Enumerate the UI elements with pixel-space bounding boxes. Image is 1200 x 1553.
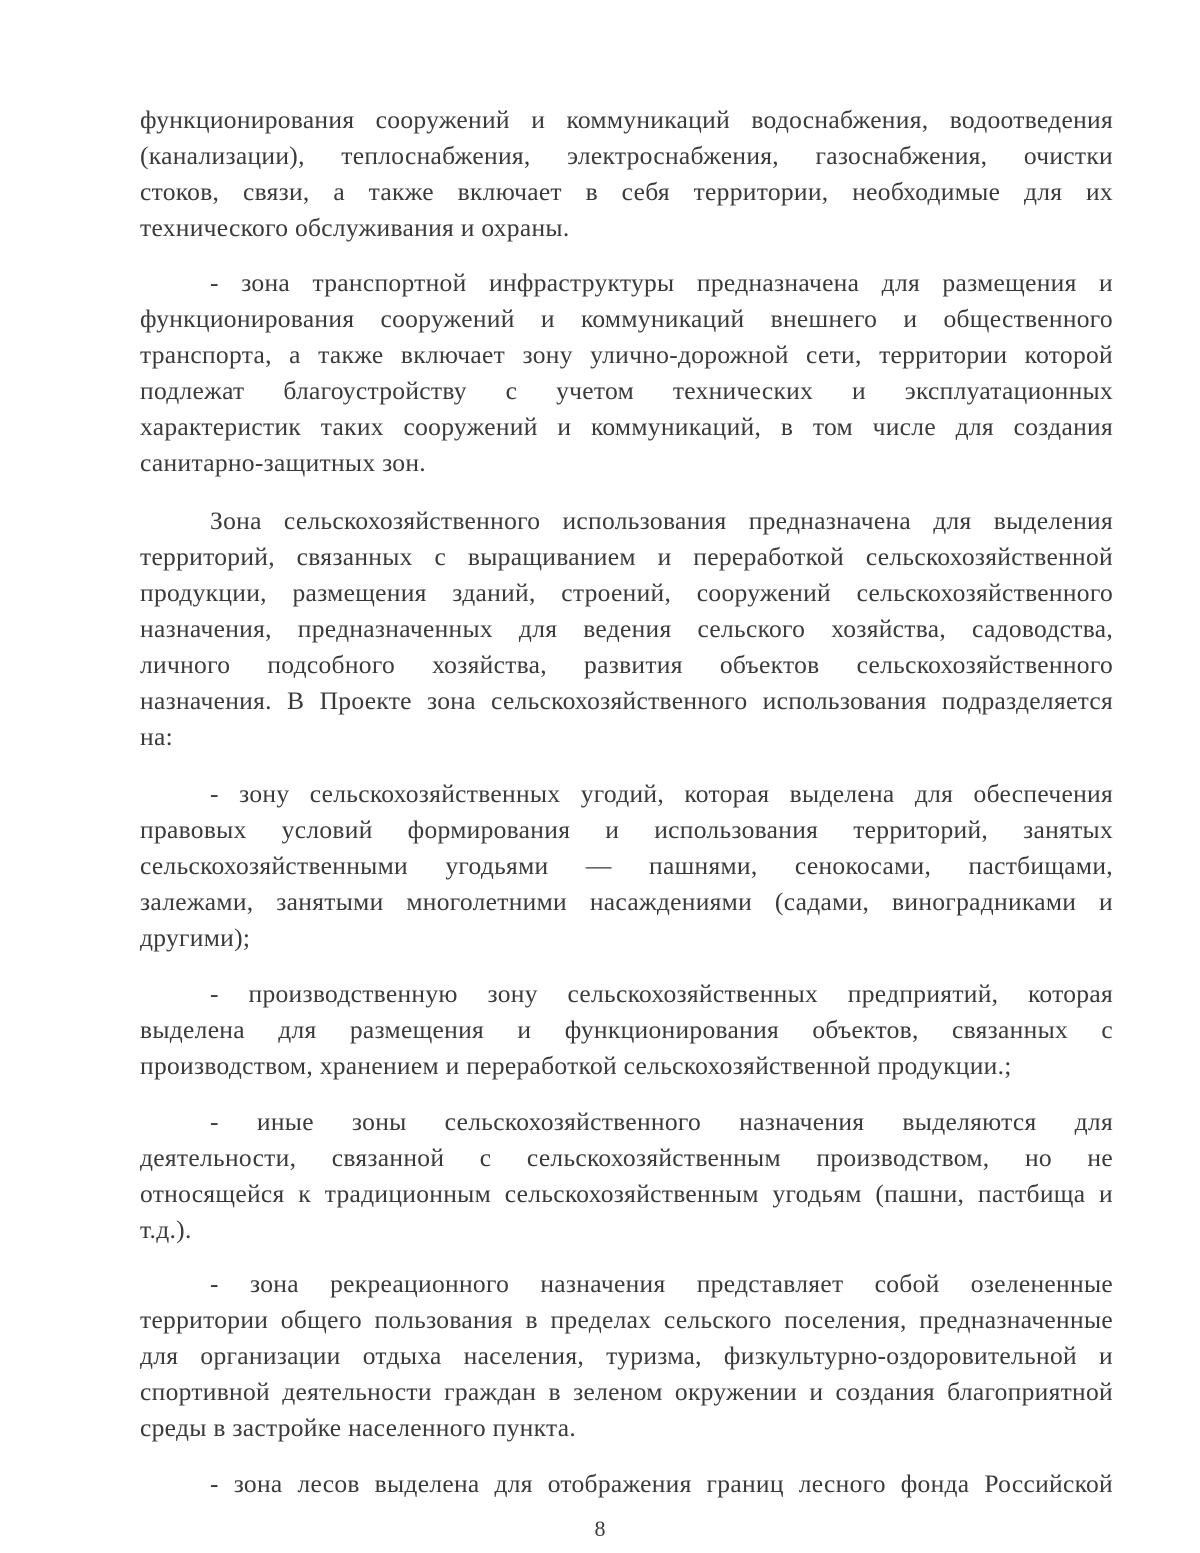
text-line: т.д.). — [140, 1215, 192, 1244]
text-line: территории общего пользования в пределах сельского поселения, предназначенные — [140, 1305, 1113, 1334]
paragraph-transport-zone — [140, 265, 1113, 481]
text-line: продукции, размещения зданий, строений, сооружений сельскохозяйственного — [140, 578, 1113, 607]
paragraph-other-agricultural-zones — [140, 1104, 1113, 1248]
text-line: санитарно-защитных зон. — [140, 448, 426, 477]
text-line: - зона транспортной инфраструктуры предназначена для размещения и — [210, 268, 1113, 297]
text-line: правовых условий формирования и использования территорий, занятых — [140, 815, 1113, 844]
text-line: транспорта, а также включает зону улично-дорожной сети, территории которой — [140, 340, 1113, 369]
paragraph-forest-zone — [140, 1466, 1113, 1502]
text-line: другими); — [140, 923, 251, 952]
text-line: - зону сельскохозяйственных угодий, которая выделена для обеспечения — [210, 779, 1113, 808]
text-line: характеристик таких сооружений и коммуникаций, в том числе для создания — [140, 412, 1113, 441]
text-line: Зона сельскохозяйственного использования предназначена для выделения — [210, 506, 1113, 535]
text-line: производством, хранением и переработкой сельскохозяйственной продукции.; — [140, 1051, 1012, 1080]
paragraph-utility-zone-continuation — [140, 102, 1113, 246]
text-line: назначения, предназначенных для ведения сельского хозяйства, садоводства, — [140, 614, 1113, 643]
text-line: на: — [140, 722, 173, 751]
text-line: функционирования сооружений и коммуникаций водоснабжения, водоотведения — [140, 105, 1113, 134]
text-line: подлежат благоустройству с учетом технических и эксплуатационных — [140, 376, 1113, 405]
text-line: среды в застройке населенного пункта. — [140, 1413, 576, 1442]
paragraph-recreation-zone — [140, 1266, 1113, 1446]
text-line: сельскохозяйственными угодьями — пашнями, сенокосами, пастбищами, — [140, 851, 1113, 880]
paragraph-agricultural-zone — [140, 503, 1113, 755]
text-line: - иные зоны сельскохозяйственного назначения выделяются для — [210, 1107, 1113, 1136]
text-line: личного подсобного хозяйства, развития объектов сельскохозяйственного — [140, 650, 1113, 679]
text-line: относящейся к традиционным сельскохозяйственным угодьям (пашни, пастбища и — [140, 1179, 1113, 1208]
text-line: залежами, занятыми многолетними насаждениями (садами, виноградниками и — [140, 887, 1113, 916]
text-line: для организации отдыха населения, туризма, физкультурно-оздоровительной и — [140, 1341, 1113, 1370]
paragraph-production-zone — [140, 976, 1113, 1084]
paragraph-agricultural-lands — [140, 776, 1113, 956]
text-line: - зона рекреационного назначения представляет собой озелененные — [210, 1269, 1113, 1298]
text-line: выделена для размещения и функционирования объектов, связанных с — [140, 1015, 1113, 1044]
page-number: 8 — [594, 1516, 606, 1541]
text-line: (канализации), теплоснабжения, электроснабжения, газоснабжения, очистки — [140, 141, 1113, 170]
text-line: - производственную зону сельскохозяйственных предприятий, которая — [210, 979, 1113, 1008]
text-line: спортивной деятельности граждан в зеленом окружении и создания благоприятной — [140, 1377, 1113, 1406]
text-line: стоков, связи, а также включает в себя территории, необходимые для их — [140, 177, 1113, 206]
text-line: назначения. В Проекте зона сельскохозяйственного использования подразделяется — [140, 686, 1113, 715]
text-line: территорий, связанных с выращиванием и переработкой сельскохозяйственной — [140, 542, 1113, 571]
text-line: технического обслуживания и охраны. — [140, 213, 570, 242]
text-line: деятельности, связанной с сельскохозяйственным производством, но не — [140, 1143, 1113, 1172]
text-line: - зона лесов выделена для отображения границ лесного фонда Российской — [210, 1469, 1113, 1498]
text-line: функционирования сооружений и коммуникаций внешнего и общественного — [140, 304, 1113, 333]
